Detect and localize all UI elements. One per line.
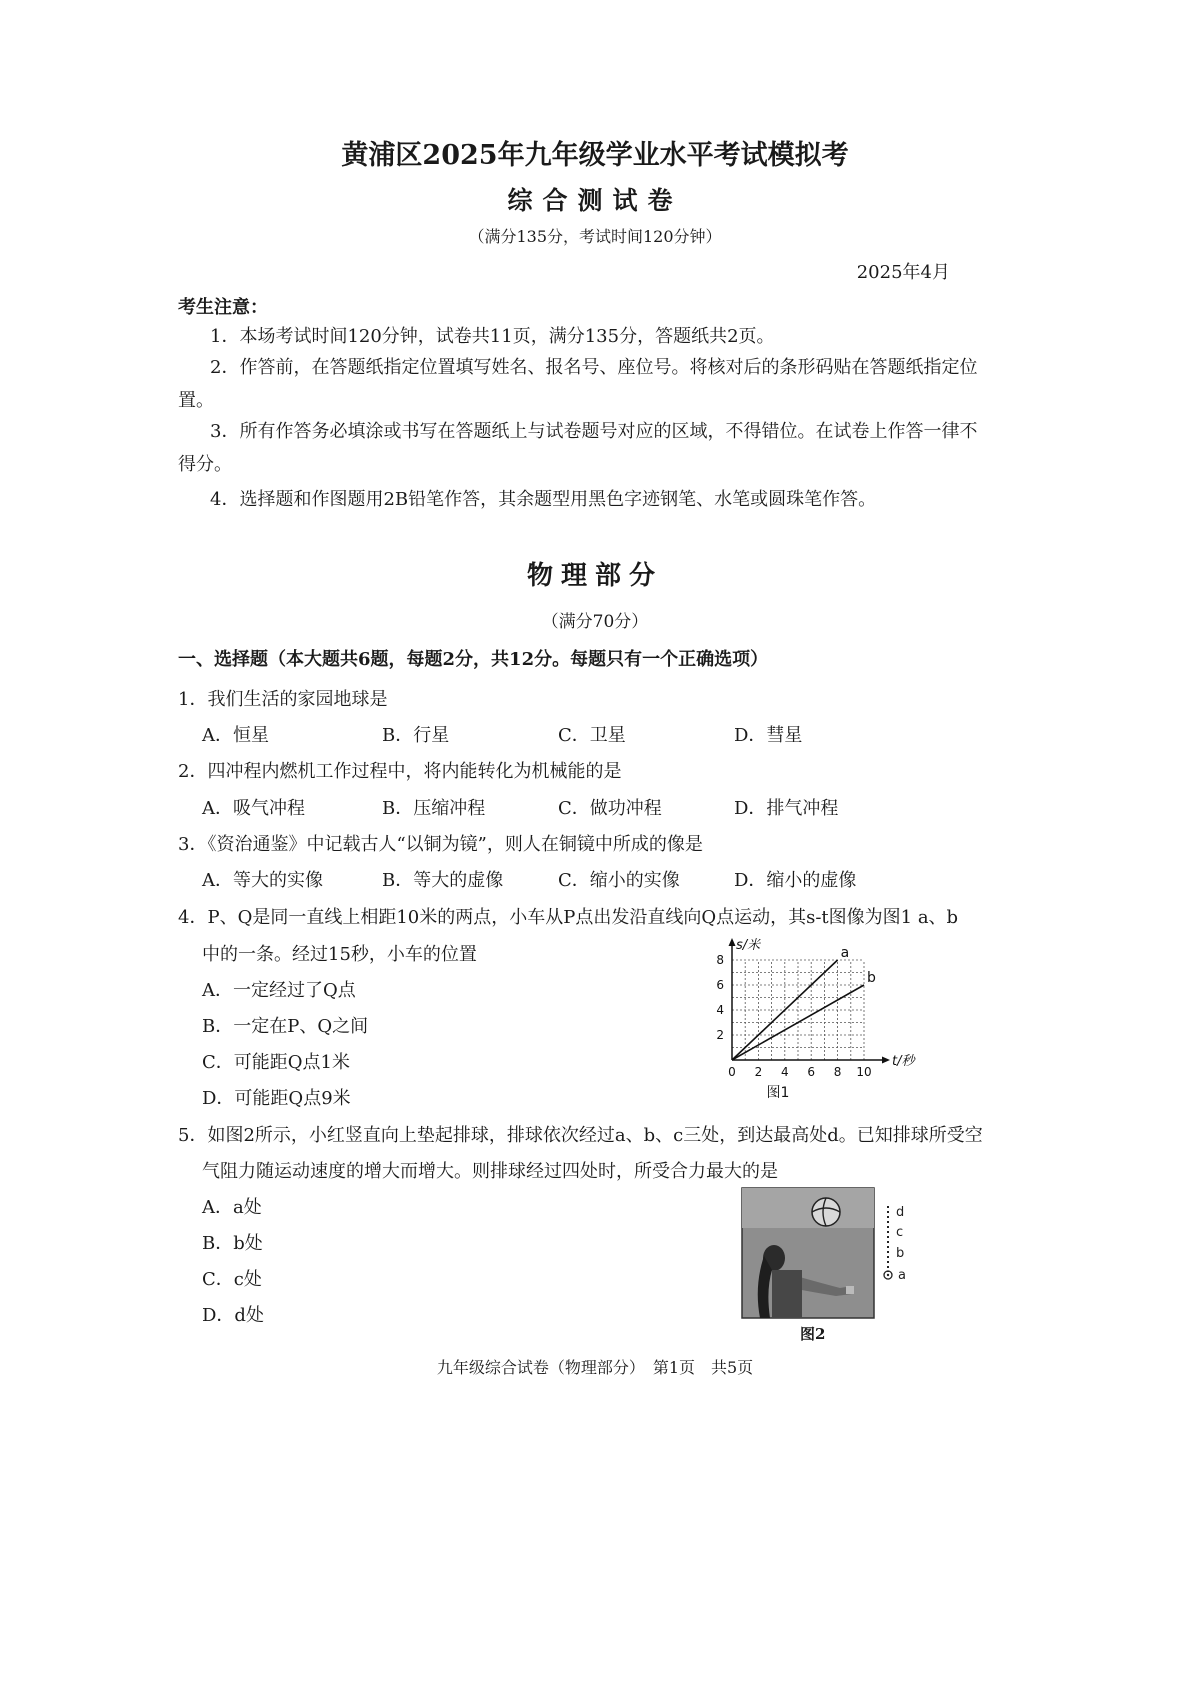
x-tick-label: 4 xyxy=(780,1065,789,1079)
st-chart xyxy=(700,935,930,1103)
series-label-a: a xyxy=(840,945,850,961)
trajectory-label-b: b xyxy=(896,1246,905,1261)
notice-item-cont: 置。 xyxy=(178,390,214,411)
q1-option-d: D．彗星 xyxy=(734,725,803,746)
y-axis-label: s/米 xyxy=(736,938,761,953)
q3-option-d: D．缩小的虚像 xyxy=(734,870,857,891)
notice-item-cont: 得分。 xyxy=(178,454,232,475)
q5-option-a: A．a处 xyxy=(202,1197,262,1218)
q2-option-c: C．做功冲程 xyxy=(558,798,662,819)
x-tick-label: 0 xyxy=(728,1065,736,1079)
trajectory-label-d: d xyxy=(896,1205,905,1220)
question-2-stem: 2．四冲程内燃机工作过程中，将内能转化为机械能的是 xyxy=(178,761,622,782)
part1-heading: 一、选择题（本大题共6题，每题2分，共12分。每题只有一个正确选项） xyxy=(178,649,769,670)
q3-option-a: A．等大的实像 xyxy=(202,870,323,891)
section-title: 物理部分 xyxy=(526,561,663,591)
trajectory-label-c: c xyxy=(896,1225,904,1240)
q5-option-b: B．b处 xyxy=(202,1233,263,1254)
q5-option-c: C．c处 xyxy=(202,1269,262,1290)
page-footer: 九年级综合试卷（物理部分） 第1页 共5页 xyxy=(436,1358,754,1377)
x-tick-label: 8 xyxy=(833,1065,842,1079)
series-label-b: b xyxy=(867,970,876,986)
volleyball-photo xyxy=(740,1186,920,1320)
q3-option-b: B．等大的虚像 xyxy=(382,870,504,891)
x-tick-label: 2 xyxy=(754,1065,763,1079)
x-tick-label: 10 xyxy=(856,1065,872,1079)
trajectory-label-a: a xyxy=(898,1268,906,1283)
question-5-stem-cont: 气阻力随运动速度的增大而增大。则排球经过四处时，所受合力最大的是 xyxy=(202,1161,778,1182)
q2-option-a: A．吸气冲程 xyxy=(202,798,305,819)
full-marks-note: （满分135分，考试时间120分钟） xyxy=(468,227,722,246)
q4-option-c: C．可能距Q点1米 xyxy=(202,1052,350,1073)
q4-option-b: B．一定在P、Q之间 xyxy=(202,1016,369,1037)
q1-option-c: C．卫星 xyxy=(558,725,626,746)
notice-item: 1．本场考试时间120分钟，试卷共11页，满分135分，答题纸共2页。 xyxy=(210,326,775,347)
y-tick-label: 8 xyxy=(716,953,724,967)
q4-option-a: A．一定经过了Q点 xyxy=(202,980,356,1001)
figure-2-caption: 图2 xyxy=(800,1325,826,1343)
y-tick-label: 6 xyxy=(716,978,724,992)
volleyball-icon xyxy=(812,1198,840,1226)
q1-option-a: A．恒星 xyxy=(202,725,269,746)
q5-option-d: D．d处 xyxy=(202,1305,264,1326)
q2-option-d: D．排气冲程 xyxy=(734,798,839,819)
y-tick-label: 2 xyxy=(716,1028,724,1042)
notice-item: 2．作答前，在答题纸指定位置填写姓名、报名号、座位号。将核对后的条形码贴在答题纸指定位 xyxy=(210,357,978,378)
x-tick-label: 6 xyxy=(807,1065,816,1079)
question-4-stem-cont: 中的一条。经过15秒，小车的位置 xyxy=(202,944,477,965)
question-3-stem: 3．《资治通鉴》中记载古人“以铜为镜”，则人在铜镜中所成的像是 xyxy=(178,834,703,855)
q4-option-d: D．可能距Q点9米 xyxy=(202,1088,351,1109)
notice-item: 4．选择题和作图题用2B铅笔作答，其余题型用黑色字迹钢笔、水笔或圆珠笔作答。 xyxy=(210,489,877,510)
exam-title: 黄浦区2025年九年级学业水平考试模拟考 xyxy=(341,140,849,171)
question-1-stem: 1．我们生活的家园地球是 xyxy=(178,689,388,710)
notice-item: 3．所有作答务必填涂或书写在答题纸上与试卷题号对应的区域，不得错位。在试卷上作答一律不 xyxy=(210,421,978,442)
y-tick-label: 4 xyxy=(716,1003,724,1017)
q3-option-c: C．缩小的实像 xyxy=(558,870,680,891)
question-4-stem: 4．P、Q是同一直线上相距10米的两点，小车从P点出发沿直线向Q点运动，其s-t图像为图1 a、b xyxy=(178,907,959,928)
notice-heading: 考生注意： xyxy=(178,297,268,318)
question-5-stem: 5．如图2所示，小红竖直向上垫起排球，排球依次经过a、b、c三处，到达最高处d。已知排球所受空 xyxy=(178,1125,983,1146)
figure-1-caption: 图1 xyxy=(766,1085,790,1101)
x-axis-arrow-icon xyxy=(882,1057,890,1064)
q2-option-b: B．压缩冲程 xyxy=(382,798,486,819)
x-axis-label: t/秒 xyxy=(892,1054,915,1069)
exam-subtitle: 综合测试卷 xyxy=(507,186,683,215)
y-axis-arrow-icon xyxy=(729,938,736,946)
section-marks: （满分70分） xyxy=(541,612,649,632)
q1-option-b: B．行星 xyxy=(382,725,450,746)
exam-date: 2025年4月 xyxy=(856,262,950,283)
